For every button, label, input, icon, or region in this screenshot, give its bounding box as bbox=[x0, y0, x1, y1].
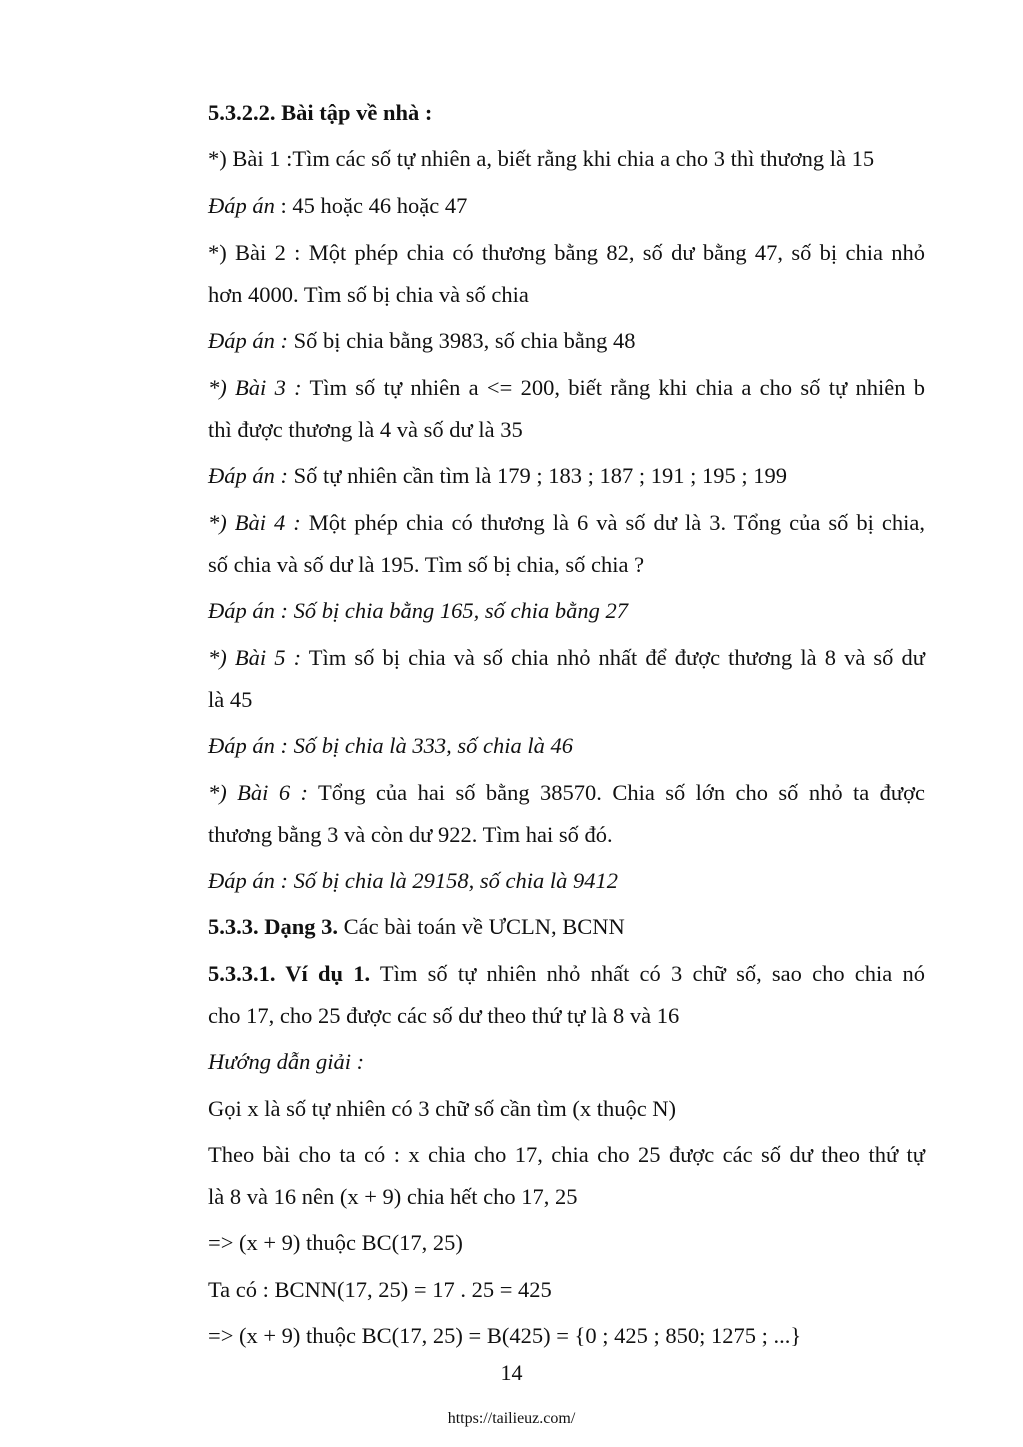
example-label: 5.3.3.1. Ví dụ 1. bbox=[208, 961, 371, 986]
answer-label: Đáp án : bbox=[208, 463, 288, 488]
solution-line-lcm: Ta có : BCNN(17, 25) = 17 . 25 = 425 bbox=[208, 1277, 552, 1302]
exercise-6-line1 bbox=[208, 780, 925, 806]
exercise-2-answer bbox=[208, 328, 925, 354]
page-number: 14 bbox=[500, 1360, 523, 1385]
exercise-2-line1: *) Bài 2 : Một phép chia có thương bằng 82, số dư bằng 47, số bị chia nhỏ bbox=[208, 240, 925, 265]
exercise-3-answer bbox=[208, 463, 925, 489]
solution-line-define-x: Gọi x là số tự nhiên có 3 chữ số cần tìm (x thuộc N) bbox=[208, 1096, 677, 1121]
exercise-1: *) Bài 1 :Tìm các số tự nhiên a, biết rằng khi chia a cho 3 thì thương là 15 bbox=[208, 146, 875, 171]
exercise-1-answer bbox=[208, 193, 925, 219]
exercise-text: Một phép chia có thương là 6 và số dư là 3. Tổng của số bị chia, bbox=[300, 510, 925, 535]
footer-url[interactable]: https://tailieuz.com/ bbox=[447, 1410, 576, 1427]
bullet-prefix: *) bbox=[208, 375, 236, 400]
solution-line-condition-2: là 8 và 16 nên (x + 9) chia hết cho 17, 25 bbox=[208, 1184, 578, 1209]
exercise-4-answer: Đáp án : Số bị chia bằng 165, số chia bằng 27 bbox=[208, 598, 628, 623]
example-text: Tìm số tự nhiên nhỏ nhất có 3 chữ số, sao cho chia nó bbox=[370, 961, 925, 986]
exercise-6-line2: thương bằng 3 và còn dư 922. Tìm hai số đó. bbox=[208, 822, 613, 847]
example-1-line1 bbox=[208, 961, 925, 987]
answer-label: Đáp án bbox=[208, 193, 275, 218]
heading-text: Các bài toán về ƯCLN, BCNN bbox=[338, 914, 625, 939]
section-heading-533 bbox=[208, 914, 925, 940]
answer-text: Số tự nhiên cần tìm là 179 ; 183 ; 187 ; 191 ; 195 ; 199 bbox=[288, 463, 788, 488]
exercise-3-line1 bbox=[208, 375, 925, 401]
answer-text: Số bị chia bằng 3983, số chia bằng 48 bbox=[288, 328, 636, 353]
exercise-text: Tổng của hai số bằng 38570. Chia số lớn cho số nhỏ ta được bbox=[308, 780, 925, 805]
exercise-label: Bài 3 : bbox=[235, 375, 302, 400]
solution-line-implies-2: => (x + 9) thuộc BC(17, 25) = B(425) = {0 ; 425 ; 850; 1275 ; ...} bbox=[208, 1323, 802, 1348]
answer-label: Đáp án : bbox=[208, 328, 288, 353]
exercise-2-line2: hơn 4000. Tìm số bị chia và số chia bbox=[208, 282, 529, 307]
bullet-prefix: *) bbox=[208, 645, 235, 670]
exercise-5-line1 bbox=[208, 645, 925, 671]
heading-number: 5.3.3. Dạng 3. bbox=[208, 914, 339, 939]
solution-line-condition-1: Theo bài cho ta có : x chia cho 17, chia cho 25 được các số dư theo thứ tự bbox=[208, 1142, 925, 1167]
exercise-5-line2: là 45 bbox=[208, 687, 253, 712]
exercise-4-line1 bbox=[208, 510, 925, 536]
exercise-text: Tìm số bị chia và số chia nhỏ nhất để được thương là 8 và số dư bbox=[301, 645, 925, 670]
section-heading-5322: 5.3.2.2. Bài tập về nhà : bbox=[208, 100, 433, 125]
bullet-prefix: *) bbox=[208, 780, 238, 805]
exercise-5-answer: Đáp án : Số bị chia là 333, số chia là 46 bbox=[208, 733, 573, 758]
solution-line-implies-1: => (x + 9) thuộc BC(17, 25) bbox=[208, 1230, 463, 1255]
example-1-line2: cho 17, cho 25 được các số dư theo thứ tự là 8 và 16 bbox=[208, 1003, 680, 1028]
solution-guide-label: Hướng dẫn giải : bbox=[208, 1049, 365, 1074]
answer-text: : 45 hoặc 46 hoặc 47 bbox=[274, 193, 468, 218]
exercise-4-line2: số chia và số dư là 195. Tìm số bị chia, số chia ? bbox=[208, 552, 645, 577]
exercise-text: Tìm số tự nhiên a <= 200, biết rằng khi chia a cho số tự nhiên b bbox=[301, 375, 925, 400]
exercise-label: Bài 4 : bbox=[234, 510, 301, 535]
bullet-prefix: *) bbox=[208, 510, 235, 535]
exercise-label: Bài 5 : bbox=[234, 645, 302, 670]
exercise-6-answer: Đáp án : Số bị chia là 29158, số chia là 9412 bbox=[208, 868, 618, 893]
exercise-label: Bài 6 : bbox=[237, 780, 308, 805]
exercise-3-line2: thì được thương là 4 và số dư là 35 bbox=[208, 417, 523, 442]
